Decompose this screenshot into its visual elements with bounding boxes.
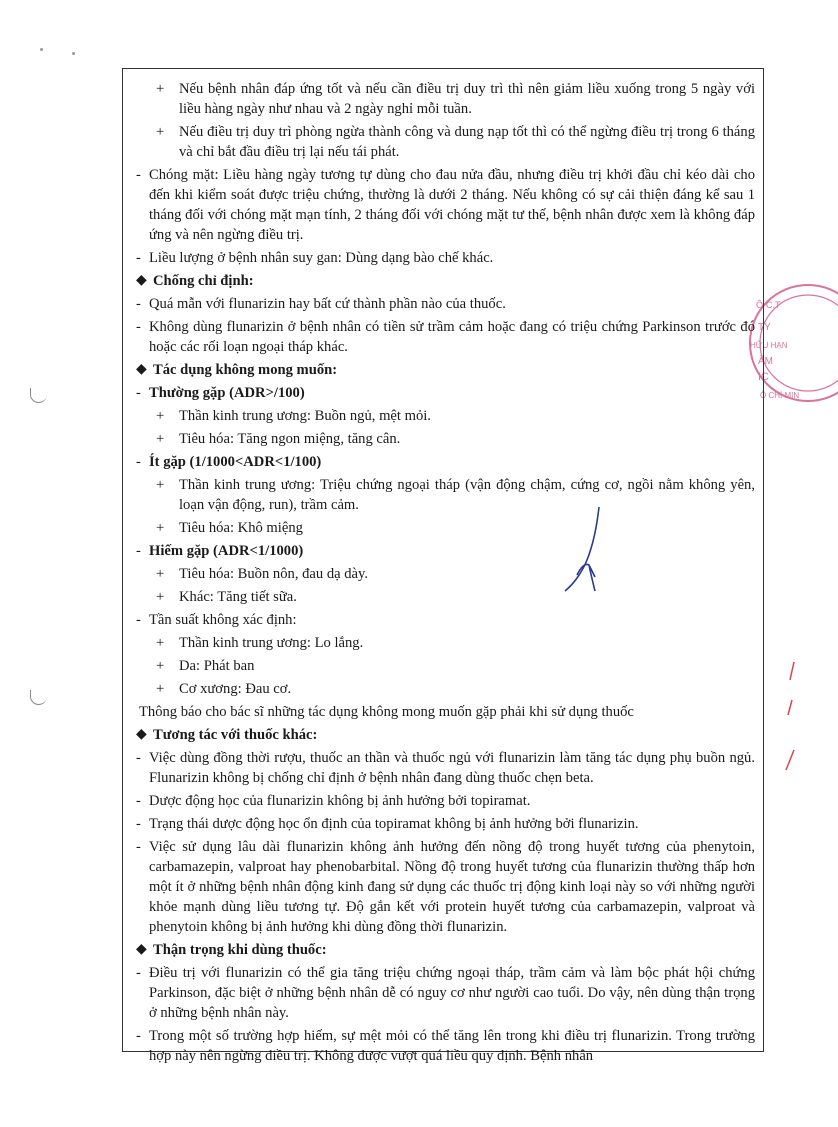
list-marker: - — [136, 167, 141, 183]
list-marker: - — [136, 816, 141, 832]
list-marker: + — [156, 81, 165, 97]
sub-item — [133, 406, 755, 426]
list-marker: - — [136, 612, 141, 628]
row-text: Thần kinh trung ương: Buồn ngủ, mệt mỏi. — [179, 408, 431, 424]
row-text: Chống chỉ định: — [153, 273, 254, 289]
document-body — [133, 79, 755, 1069]
row-text: Không dùng flunarizin ở bệnh nhân có tiền sử trầm cảm hoặc đang có triệu chứng Parkinson trước đó hoặc các rối loạn ngoại tháp khác. — [149, 319, 755, 355]
list-marker: + — [156, 124, 165, 140]
list-marker: - — [136, 839, 141, 855]
row-text: Liều lượng ở bệnh nhân suy gan: Dùng dạng bào chế khác. — [149, 250, 494, 266]
list-item — [133, 791, 755, 811]
sub-item — [133, 587, 755, 607]
row-text: Tiêu hóa: Buồn nôn, đau dạ dày. — [179, 566, 369, 582]
list-marker: - — [136, 965, 141, 981]
list-marker: + — [156, 520, 165, 536]
sub-item — [133, 429, 755, 449]
sub-item — [133, 475, 755, 515]
stamp-text: Ô-C.T — [756, 300, 781, 310]
row-text: Việc dùng đồng thời rượu, thuốc an thần và thuốc ngủ với flunarizin làm tăng tác dụng phụ buồn ngủ. Flunarizin không bị chống chỉ định ở bệnh nhân đang dùng thuốc chẹn beta. — [149, 750, 755, 786]
row-text: Thận trọng khi dùng thuốc: — [153, 942, 327, 958]
stamp-text: ÂM — [758, 356, 773, 367]
list-marker: - — [136, 385, 141, 401]
list-marker: + — [156, 658, 165, 674]
section-heading — [133, 940, 755, 960]
row-text: Quá mẫn với flunarizin hay bất cứ thành phần nào của thuốc. — [149, 296, 506, 312]
section-heading — [133, 360, 755, 380]
row-text: Thông báo cho bác sĩ những tác dụng không mong muốn gặp phải khi sử dụng thuốc — [139, 704, 634, 720]
row-text: Trạng thái dược động học ổn định của topiramat không bị ảnh hưởng bởi flunarizin. — [149, 816, 639, 832]
scan-speck — [72, 52, 75, 55]
row-text: Tiêu hóa: Khô miệng — [179, 520, 303, 536]
list-item — [133, 837, 755, 937]
row-text: Khác: Tăng tiết sữa. — [179, 589, 297, 605]
row-text: Hiếm gặp (ADR<1/1000) — [149, 543, 304, 559]
sub-item — [133, 679, 755, 699]
paragraph — [133, 702, 755, 722]
row-text: Da: Phát ban — [179, 658, 255, 674]
sub-item — [133, 518, 755, 538]
list-item — [133, 610, 755, 630]
document-frame — [122, 68, 764, 1064]
sub-item — [133, 122, 755, 162]
sub-item — [133, 79, 755, 119]
list-marker: + — [156, 431, 165, 447]
row-text: Thường gặp (ADR>/100) — [149, 385, 305, 401]
list-item — [133, 963, 755, 1023]
row-text: Nếu bệnh nhân đáp ứng tốt và nếu cần điều trị duy trì thì nên giảm liều xuống trong 5 ngày với liều hàng ngày như nhau và 2 ngày nghỉ mỗi tuần. — [179, 81, 755, 117]
row-text: Tương tác với thuốc khác: — [153, 727, 318, 743]
list-marker: - — [136, 750, 141, 766]
list-marker: + — [156, 566, 165, 582]
punch-hole-mark — [30, 388, 47, 403]
stamp-text: HỮU HẠN — [750, 341, 788, 350]
list-marker: - — [136, 250, 141, 266]
stamp-text: TY — [758, 322, 771, 333]
row-text: Thần kinh trung ương: Lo lắng. — [179, 635, 364, 651]
list-marker: + — [156, 635, 165, 651]
list-item — [133, 165, 755, 245]
diamond-bullet-icon: ◆ — [136, 942, 147, 957]
frequency-heading — [133, 383, 755, 403]
red-edge-marks — [780, 660, 800, 780]
stamp-text: Ô CHÍ MIN — [760, 391, 800, 400]
row-text: Nếu điều trị duy trì phòng ngừa thành công và dung nạp tốt thì có thể ngừng điều trị trong 6 tháng và chỉ bắt đầu điều trị lại nếu tái phát. — [179, 124, 755, 160]
list-marker: - — [136, 1028, 141, 1044]
list-item — [133, 294, 755, 314]
stamp-text: IC — [758, 371, 769, 383]
list-item — [133, 248, 755, 268]
diamond-bullet-icon: ◆ — [136, 273, 147, 288]
list-marker: - — [136, 793, 141, 809]
diamond-bullet-icon: ◆ — [136, 362, 147, 377]
row-text: Trong một số trường hợp hiếm, sự mệt mỏi có thể tăng lên trong khi điều trị flunarizin. Trong trường hợp này nên ngừng điều trị. Không được vượt quá liều quy định. Bệnh nhân — [149, 1028, 755, 1064]
list-item — [133, 748, 755, 788]
diamond-bullet-icon: ◆ — [136, 727, 147, 742]
punch-hole-mark — [30, 690, 47, 705]
list-marker: + — [156, 589, 165, 605]
list-item — [133, 1026, 755, 1066]
row-text: Tác dụng không mong muốn: — [153, 362, 338, 378]
list-item — [133, 814, 755, 834]
row-text: Ít gặp (1/1000<ADR<1/100) — [149, 454, 322, 470]
row-text: Điều trị với flunarizin có thể gia tăng triệu chứng ngoại tháp, trầm cảm và làm bộc phát hội chứng Parkinson, đặc biệt ở những bệnh nhân dễ có nguy cơ như người cao tuổi. Do vậy, nên dùng thận trọng ở những bệnh nhân này. — [149, 965, 755, 1021]
list-marker: + — [156, 408, 165, 424]
sub-item — [133, 633, 755, 653]
list-marker: - — [136, 319, 141, 335]
list-marker: - — [136, 296, 141, 312]
list-marker: - — [136, 454, 141, 470]
list-item — [133, 317, 755, 357]
section-heading — [133, 271, 755, 291]
sub-item — [133, 564, 755, 584]
sub-item — [133, 656, 755, 676]
scan-speck — [40, 48, 43, 51]
row-text: Tiêu hóa: Tăng ngon miệng, tăng cân. — [179, 431, 401, 447]
row-text: Cơ xương: Đau cơ. — [179, 681, 292, 697]
row-text: Tần suất không xác định: — [149, 612, 297, 628]
list-marker: + — [156, 477, 165, 493]
frequency-heading — [133, 541, 755, 561]
list-marker: + — [156, 681, 165, 697]
frequency-heading — [133, 452, 755, 472]
row-text: Chóng mặt: Liều hàng ngày tương tự dùng cho đau nửa đầu, nhưng điều trị khởi đầu chỉ kéo dài cho đến khi kiểm soát được triệu chứng, thường là dưới 2 tháng. Nếu không có sự cải thiện đáng kể sau 1 tháng đối với chóng mặt mạn tính, 2 tháng đối với chóng mặt tư thế, bệnh nhân được xem là không đáp ứng và nên ngừng điều trị. — [149, 167, 755, 243]
row-text: Thần kinh trung ương: Triệu chứng ngoại tháp (vận động chậm, cứng cơ, ngồi nằm không yên, loạn vận động, run), trầm cảm. — [179, 477, 755, 513]
row-text: Dược động học của flunarizin không bị ảnh hưởng bởi topiramat. — [149, 793, 531, 809]
list-marker: - — [136, 543, 141, 559]
row-text: Việc sử dụng lâu dài flunarizin không ảnh hưởng đến nồng độ trong huyết tương của phenytoin, carbamazepin, valproat hay phenobarbital. Nồng độ trong huyết tương của flunarizin thường thấp hơn một ít ở những bệnh nhân động kinh đang sử dụng các thuốc trị động kinh loại này so với những người khỏe mạnh dùng liều tương tự. Độ gắn kết với protein huyết tương của carbamazepin, valproat và phenytoin không bị ảnh hưởng khi dùng đồng thời flunarizin. — [149, 839, 755, 935]
section-heading — [133, 725, 755, 745]
